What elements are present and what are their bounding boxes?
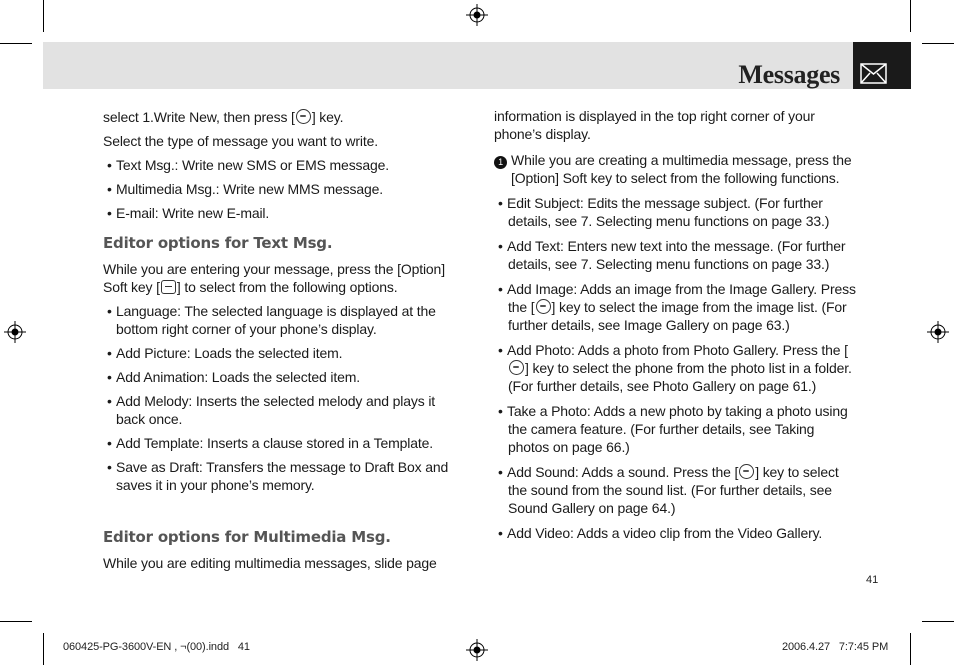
registration-mark-icon: [927, 321, 949, 343]
bullet-icon: •: [498, 525, 503, 541]
crop-mark: [910, 633, 911, 665]
crop-mark: [0, 43, 32, 44]
bullet-icon: •: [107, 205, 112, 221]
registration-mark-icon: [466, 4, 488, 26]
step-number-badge: 1: [494, 156, 507, 169]
list-item: • Add Template: Inserts a clause stored in a Template.: [107, 435, 433, 451]
intro-line: select 1.Write New, then press [ ] key.: [103, 109, 344, 125]
bullet-icon: •: [498, 403, 503, 419]
envelope-icon: [853, 42, 911, 89]
mms-editor-intro: While you are editing multimedia messages, slide page: [103, 555, 437, 571]
list-item: • Text Msg.: Write new SMS or EMS message.: [107, 157, 390, 173]
section-heading-text-msg: Editor options for Text Msg.: [103, 234, 333, 252]
list-item: • Add Animation: Loads the selected item.: [107, 369, 360, 385]
bullet-icon: •: [107, 435, 112, 451]
bullet-icon: •: [107, 181, 112, 197]
registration-mark-icon: [4, 321, 26, 343]
bullet-icon: •: [107, 459, 112, 475]
bullet-icon: •: [498, 464, 503, 480]
text-editor-intro: While you are entering your message, press the [Option] Soft key [ ] to select from the following options.: [103, 261, 445, 295]
bullet-icon: •: [107, 345, 112, 361]
footer-filename: 060425-PG-3600V-EN , ¬(00).indd 41: [63, 641, 250, 653]
ok-key-icon: [739, 464, 754, 479]
crop-mark: [922, 621, 954, 622]
bullet-icon: •: [498, 342, 503, 358]
list-item: • Multimedia Msg.: Write new MMS message.: [107, 181, 383, 197]
bullet-icon: •: [107, 369, 112, 385]
bullet-icon: •: [498, 281, 503, 297]
list-item: • Add Text: Enters new text into the message. (For further details, see 7. Selecting menu functions on page 33.): [498, 238, 846, 272]
registration-mark-icon: [466, 639, 488, 661]
list-item: • Save as Draft: Transfers the message to Draft Box and saves it in your phone’s memory.: [107, 459, 449, 493]
page-title: Messages: [738, 60, 840, 89]
bullet-icon: •: [107, 303, 112, 319]
crop-mark: [0, 621, 32, 622]
crop-mark: [43, 633, 44, 665]
ok-key-icon: [296, 109, 311, 124]
ok-key-icon: [536, 299, 551, 314]
section-heading-multimedia-msg: Editor options for Multimedia Msg.: [103, 528, 391, 546]
bullet-icon: •: [498, 195, 503, 211]
list-item: • Language: The selected language is displayed at the bottom right corner of your phone’s display.: [107, 303, 436, 337]
crop-mark: [910, 0, 911, 32]
bullet-icon: •: [498, 238, 503, 254]
list-item: • Edit Subject: Edits the message subject. (For further details, see 7. Selecting menu functions on page 33.): [498, 195, 830, 229]
list-item: • Add Sound: Adds a sound. Press the [ ] key to select the sound from the sound list. (For further details, see Sound Gallery on page 64.): [498, 464, 839, 516]
section-icon-box: [853, 42, 911, 89]
crop-mark: [43, 0, 44, 32]
list-item: • Take a Photo: Adds a new photo by taking a photo using the camera feature. (For further details, see Taking photos on page 66.): [498, 403, 848, 455]
footer-timestamp: 2006.4.27 7:7:45 PM: [782, 641, 889, 653]
page-number: 41: [866, 574, 879, 586]
list-item: • Add Video: Adds a video clip from the Video Gallery.: [498, 525, 823, 541]
right-column: [494, 107, 856, 549]
list-item: • E-mail: Write new E-mail.: [107, 205, 270, 221]
list-item: • Add Melody: Inserts the selected melody and plays it back once.: [107, 393, 436, 427]
list-item: • Add Photo: Adds a photo from Photo Gallery. Press the [] key to select the phone from the photo list in a folder. (For further details, see Photo Gallery on page 61.): [498, 342, 852, 394]
ok-key-icon: [509, 360, 524, 375]
numbered-step: 1 While you are creating a multimedia message, press the [Option] Soft key to select from the following functions.: [494, 151, 856, 187]
select-type-text: Select the type of message you want to write.: [103, 133, 378, 149]
soft-key-icon: [161, 280, 176, 294]
bullet-icon: •: [107, 393, 112, 409]
continued-text: information is displayed in the top right corner of your phone’s display.: [494, 108, 815, 142]
list-item: • Add Picture: Loads the selected item.: [107, 345, 343, 361]
left-column: [103, 108, 459, 578]
bullet-icon: •: [107, 157, 112, 173]
crop-mark: [922, 43, 954, 44]
list-item: • Add Image: Adds an image from the Image Gallery. Press the [ ] key to select the image from the image list. (For further details, see Image Gallery on page 63.): [498, 281, 856, 333]
